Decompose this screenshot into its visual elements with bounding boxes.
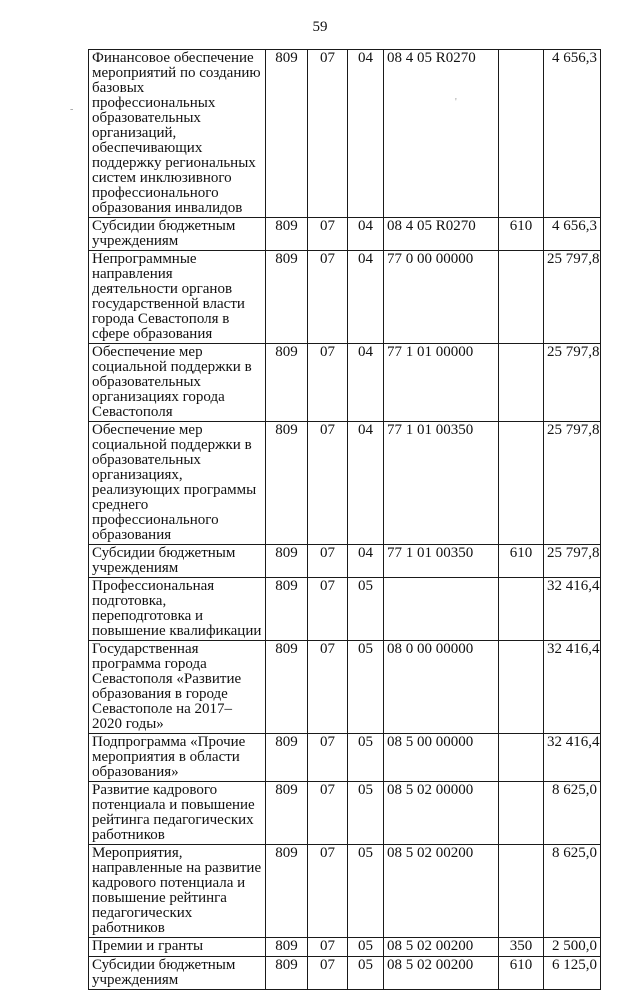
row-subsection-code: 05 — [348, 845, 384, 938]
row-ministry-code: 809 — [266, 422, 308, 545]
row-amount: 25 797,8 — [544, 545, 601, 578]
row-target-code: 08 4 05 R0270 — [384, 50, 499, 218]
row-name: Государственная программа города Севастополя «Развитие образования в городе Севастополе на 2017–2020 годы» — [89, 641, 266, 734]
row-ministry-code: 809 — [266, 938, 308, 957]
row-target-code: 08 4 05 R0270 — [384, 218, 499, 251]
table-row — [89, 50, 601, 218]
row-amount: 25 797,8 — [544, 422, 601, 545]
row-section-code: 07 — [308, 641, 348, 734]
page-number: 59 — [312, 19, 328, 35]
row-name: Субсидии бюджетным учреждениям — [89, 545, 266, 578]
row-target-code: 08 5 00 00000 — [384, 734, 499, 782]
row-subsection-code: 04 — [348, 218, 384, 251]
row-target-code: 77 1 01 00000 — [384, 344, 499, 422]
row-name: Подпрограмма «Прочие мероприятия в области образования» — [89, 734, 266, 782]
row-subsection-code: 05 — [348, 734, 384, 782]
row-amount: 4 656,3 — [544, 50, 601, 218]
row-subsection-code: 05 — [348, 957, 384, 990]
row-amount: 32 416,4 — [544, 734, 601, 782]
row-subsection-code: 04 — [348, 422, 384, 545]
row-target-code — [384, 578, 499, 641]
row-subsection-code: 04 — [348, 545, 384, 578]
table-row — [89, 545, 601, 578]
row-expense-kind — [499, 578, 544, 641]
table-row — [89, 251, 601, 344]
row-name: Мероприятия, направленные на развитие кадрового потенциала и повышение рейтинга педагогических работников — [89, 845, 266, 938]
row-ministry-code: 809 — [266, 218, 308, 251]
row-target-code: 08 0 00 00000 — [384, 641, 499, 734]
row-target-code: 77 0 00 00000 — [384, 251, 499, 344]
row-target-code: 77 1 01 00350 — [384, 545, 499, 578]
row-amount: 32 416,4 — [544, 578, 601, 641]
row-ministry-code: 809 — [266, 578, 308, 641]
row-amount: 8 625,0 — [544, 845, 601, 938]
row-subsection-code: 05 — [348, 641, 384, 734]
row-subsection-code: 04 — [348, 344, 384, 422]
table-row — [89, 734, 601, 782]
row-name: Премии и гранты — [89, 938, 266, 957]
table-row — [89, 422, 601, 545]
table-row — [89, 957, 601, 990]
row-section-code: 07 — [308, 218, 348, 251]
row-subsection-code: 04 — [348, 50, 384, 218]
budget-table — [88, 49, 601, 990]
row-target-code: 77 1 01 00350 — [384, 422, 499, 545]
row-amount: 32 416,4 — [544, 641, 601, 734]
budget-rows — [89, 50, 601, 990]
scan-speck: - — [70, 104, 74, 115]
row-expense-kind — [499, 251, 544, 344]
row-section-code: 07 — [308, 344, 348, 422]
row-expense-kind: 350 — [499, 938, 544, 957]
row-expense-kind — [499, 641, 544, 734]
row-amount: 8 625,0 — [544, 782, 601, 845]
row-amount: 25 797,8 — [544, 344, 601, 422]
row-amount: 6 125,0 — [544, 957, 601, 990]
row-section-code: 07 — [308, 782, 348, 845]
table-row — [89, 218, 601, 251]
row-target-code: 08 5 02 00200 — [384, 957, 499, 990]
row-expense-kind — [499, 782, 544, 845]
row-expense-kind: 610 — [499, 218, 544, 251]
row-subsection-code: 05 — [348, 578, 384, 641]
row-name: Непрограммные направления деятельности органов государственной власти города Севастополя в сфере образования — [89, 251, 266, 344]
row-name: Обеспечение мер социальной поддержки в образовательных организациях города Севастополя — [89, 344, 266, 422]
row-expense-kind — [499, 50, 544, 218]
row-target-code: 08 5 02 00200 — [384, 938, 499, 957]
row-name: Субсидии бюджетным учреждениям — [89, 957, 266, 990]
table-row — [89, 782, 601, 845]
row-expense-kind: 610 — [499, 957, 544, 990]
row-name: Финансовое обеспечение мероприятий по созданию базовых профессиональных образовательных организаций, обеспечивающих поддержку региональных систем инклюзивного профессионального образования инвалидов — [89, 50, 266, 218]
row-section-code: 07 — [308, 251, 348, 344]
row-expense-kind — [499, 422, 544, 545]
row-expense-kind — [499, 845, 544, 938]
table-row — [89, 641, 601, 734]
row-subsection-code: 04 — [348, 251, 384, 344]
table-row — [89, 845, 601, 938]
row-expense-kind — [499, 344, 544, 422]
row-ministry-code: 809 — [266, 782, 308, 845]
row-subsection-code: 05 — [348, 782, 384, 845]
row-expense-kind — [499, 734, 544, 782]
row-target-code: 08 5 02 00000 — [384, 782, 499, 845]
row-ministry-code: 809 — [266, 845, 308, 938]
row-section-code: 07 — [308, 422, 348, 545]
row-section-code: 07 — [308, 957, 348, 990]
row-ministry-code: 809 — [266, 251, 308, 344]
row-ministry-code: 809 — [266, 344, 308, 422]
row-amount: 25 797,8 — [544, 251, 601, 344]
row-name: Развитие кадрового потенциала и повышение рейтинга педагогических работников — [89, 782, 266, 845]
row-ministry-code: 809 — [266, 545, 308, 578]
row-subsection-code: 05 — [348, 938, 384, 957]
row-ministry-code: 809 — [266, 734, 308, 782]
row-section-code: 07 — [308, 734, 348, 782]
table-row — [89, 578, 601, 641]
table-row — [89, 938, 601, 957]
row-section-code: 07 — [308, 545, 348, 578]
scan-speck: ' — [455, 97, 457, 108]
row-section-code: 07 — [308, 578, 348, 641]
row-name: Профессиональная подготовка, переподготовка и повышение квалификации — [89, 578, 266, 641]
row-expense-kind: 610 — [499, 545, 544, 578]
row-ministry-code: 809 — [266, 50, 308, 218]
row-section-code: 07 — [308, 938, 348, 957]
row-name: Обеспечение мер социальной поддержки в образовательных организациях, реализующих программы среднего профессионального образования — [89, 422, 266, 545]
row-name: Субсидии бюджетным учреждениям — [89, 218, 266, 251]
row-amount: 4 656,3 — [544, 218, 601, 251]
row-ministry-code: 809 — [266, 641, 308, 734]
row-target-code: 08 5 02 00200 — [384, 845, 499, 938]
row-amount: 2 500,0 — [544, 938, 601, 957]
table-row — [89, 344, 601, 422]
row-ministry-code: 809 — [266, 957, 308, 990]
row-section-code: 07 — [308, 845, 348, 938]
row-section-code: 07 — [308, 50, 348, 218]
